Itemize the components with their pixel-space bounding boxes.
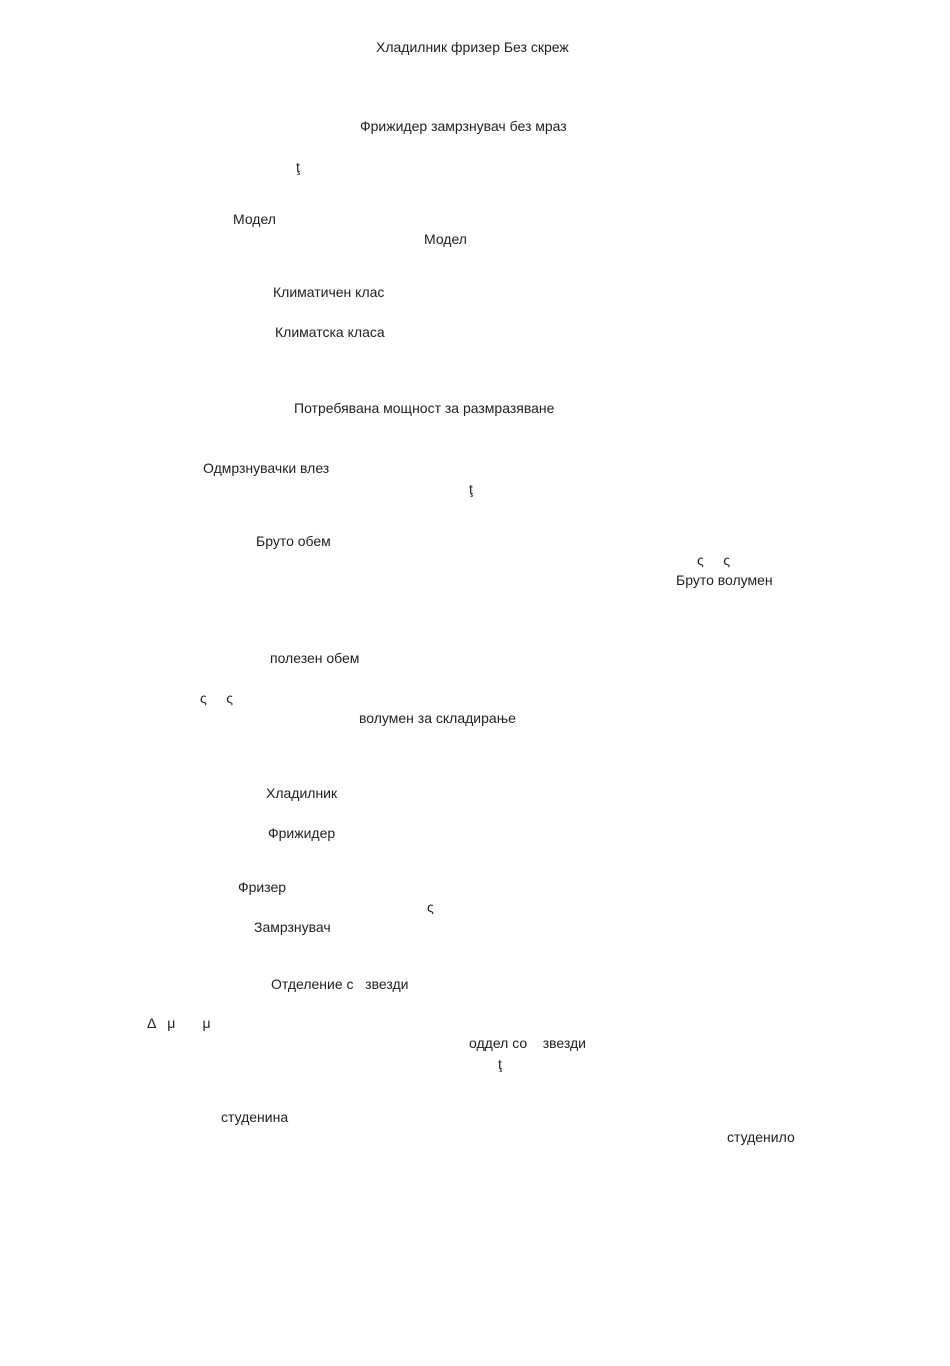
symbol-mark: ţ (498, 1056, 502, 1072)
symbol-gross: ς ς (697, 552, 730, 568)
label-fridge-bg: Хладилник (266, 785, 338, 801)
label-model-bg: Модел (233, 211, 276, 227)
label-cold-bg: студенина (221, 1109, 289, 1125)
title-bulgarian: Хладилник фризер Без скреж (376, 39, 569, 55)
label-storage-volume-mk: волумен за складирање (359, 710, 516, 726)
label-gross-volume-bg: Бруто обем (256, 533, 331, 549)
symbol-usable: ς ς (200, 690, 233, 706)
label-freezer-mk: Замрзнувач (254, 919, 331, 935)
label-star-compartment-bg: Отделение с звезди (271, 976, 409, 992)
symbol-mark: ţ (469, 481, 473, 497)
symbol-freezer: ς (427, 899, 434, 915)
label-climate-class-mk: Климатска класа (275, 324, 385, 340)
label-star-compartment-mk: оддел со звезди (469, 1035, 586, 1051)
label-freezing-input-mk: Одмрзнувачки влез (203, 460, 330, 476)
label-cold-mk: студенило (727, 1129, 795, 1145)
label-defrost-power-bg: Потребявана мощност за размразяване (294, 400, 555, 416)
symbol-mark: ţ (296, 159, 300, 175)
label-usable-volume-bg: полезен обем (270, 650, 360, 666)
label-fridge-mk: Фрижидер (268, 825, 336, 841)
label-model-mk: Модел (424, 231, 467, 247)
symbol-delta: Δ μ μ (147, 1015, 211, 1031)
label-gross-volume-mk: Бруто волумен (676, 572, 773, 588)
label-climate-class-bg: Климатичен клас (273, 284, 385, 300)
label-freezer-bg: Фризер (238, 879, 287, 895)
title-macedonian: Фрижидер замрзнувач без мраз (360, 118, 567, 134)
